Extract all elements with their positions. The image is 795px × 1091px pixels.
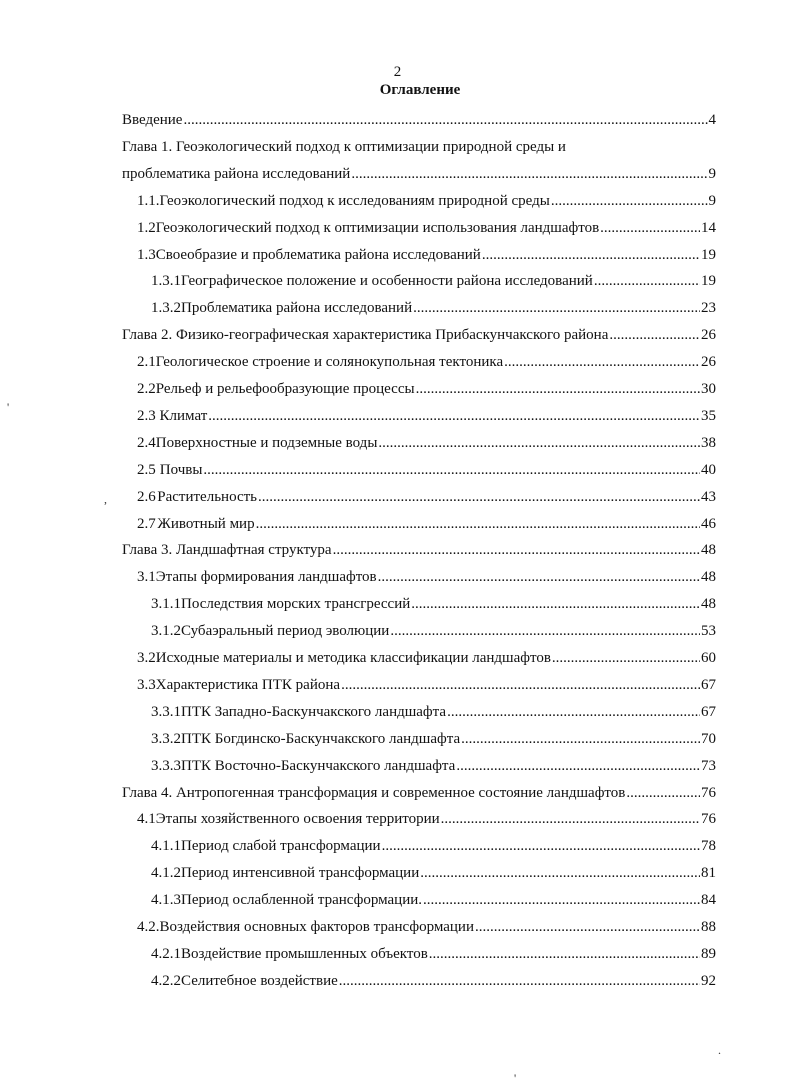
toc-section-entry[interactable]	[151, 753, 716, 779]
toc-section-entry[interactable]	[137, 188, 716, 214]
toc-page-number: 60	[701, 650, 716, 666]
toc-section-entry[interactable]	[137, 806, 716, 832]
toc-section-entry[interactable]	[137, 914, 716, 940]
toc-dot-leader	[333, 537, 700, 563]
toc-entry-title: Рельеф и рельефообразующие процессы	[155, 381, 415, 397]
toc-page-number: 76	[701, 811, 716, 828]
toc-chapter-entry[interactable]	[122, 107, 716, 133]
toc-entry-number: 4.2.	[137, 919, 160, 935]
toc-entry-number: 4.1.1	[151, 838, 181, 855]
scan-speck: ,	[104, 492, 107, 506]
toc-entry-number: 3.1.2	[151, 623, 181, 640]
toc-entry-title: Своеобразие и проблематика района исследований	[155, 246, 481, 263]
toc-dot-leader	[594, 268, 700, 294]
toc-chapter-entry[interactable]	[122, 322, 716, 348]
toc-page-number: 48	[701, 569, 716, 586]
toc-dot-leader	[552, 645, 700, 671]
toc-dot-leader	[378, 430, 700, 456]
toc-dot-leader	[447, 699, 700, 725]
toc-page-number: 14	[701, 219, 716, 236]
toc-entry-title: Растительность	[157, 488, 257, 505]
toc-dot-leader	[390, 618, 700, 644]
toc-dot-leader	[475, 914, 700, 940]
toc-entry-title: Период ослабленной трансформации.	[181, 892, 423, 909]
toc-dot-leader	[429, 941, 700, 967]
toc-entry-title: ПТК Западно-Баскунчакского ландшафта	[181, 703, 447, 720]
toc-page-number: 73	[701, 757, 716, 774]
toc-section-entry[interactable]	[151, 833, 716, 859]
toc-section-entry[interactable]	[151, 591, 716, 617]
toc-entry-number: 1.1.	[137, 192, 160, 209]
toc-entry-title: Период слабой трансформации	[181, 838, 381, 855]
toc-entry-title: Глава 3. Ландшафтная структура	[122, 542, 332, 559]
scan-speck: '	[514, 1071, 517, 1085]
toc-page-number: 9	[708, 165, 716, 182]
toc-entry-title: Животный мир	[157, 515, 255, 532]
toc-entry-title: Геоэкологический подход к оптимизации использования ландшафтов	[155, 219, 600, 236]
toc-page-number: 81	[701, 865, 716, 882]
toc-entry-title-line: Глава 1. Геоэкологический подход к оптимизации природной среды и	[122, 138, 566, 155]
toc-entry-number: 2.6	[137, 488, 156, 505]
toc-page-number: 78	[701, 838, 716, 855]
toc-entry-number: 4.2.1	[151, 945, 181, 962]
toc-dot-leader	[609, 322, 700, 348]
toc-dot-leader	[482, 242, 700, 268]
toc-entry-number: 1.3.2	[151, 300, 181, 317]
toc-entry-title: Последствия морских трансгрессий	[181, 596, 411, 613]
toc-entry-title: Введение	[122, 112, 183, 128]
toc-section-entry[interactable]	[137, 484, 716, 510]
toc-section-entry[interactable]	[137, 672, 716, 698]
toc-entry-number: 3.3	[137, 676, 156, 693]
toc-section-entry[interactable]	[151, 726, 716, 752]
toc-page-number: 53	[701, 623, 716, 640]
toc-entry-title: Селитебное воздействие	[181, 972, 338, 989]
toc-dot-leader	[339, 968, 700, 994]
toc-chapter-entry[interactable]	[122, 780, 716, 806]
toc-entry-title: Геологическое строение и солянокупольная тектоника	[155, 354, 504, 371]
toc-dot-leader	[461, 726, 700, 752]
toc-section-entry[interactable]	[137, 349, 716, 375]
toc-section-entry[interactable]	[151, 699, 716, 725]
toc-entry-title: Этапы хозяйственного освоения территории	[155, 811, 440, 828]
toc-dot-leader	[600, 215, 700, 241]
toc-entry-number: 4.1	[137, 811, 156, 828]
toc-dot-leader	[551, 188, 708, 214]
toc-entry-title: Поверхностные и подземные воды	[155, 434, 378, 451]
toc-entry-number: 3.2	[137, 650, 156, 666]
toc-entry-number: 3.1	[137, 569, 156, 586]
toc-page-number: 30	[701, 381, 716, 397]
toc-entry-title: Этапы формирования ландшафтов	[155, 569, 377, 586]
toc-section-entry[interactable]	[151, 860, 716, 886]
toc-page-number: 48	[701, 542, 716, 559]
toc-page-number: 26	[701, 354, 716, 371]
toc-entry-number: 4.1.2	[151, 865, 181, 882]
toc-entry-number: 4.1.3	[151, 892, 181, 909]
toc-section-entry[interactable]	[137, 564, 716, 590]
toc-entry-title: Исходные материалы и методика классификации ландшафтов	[155, 650, 551, 666]
toc-page-number: 67	[701, 703, 716, 720]
toc-entry-number: 2.5	[137, 461, 156, 478]
toc-entry-title: Географическое положение и особенности района исследований	[181, 273, 593, 290]
toc-page-number: 46	[701, 515, 716, 532]
toc-page-number: 38	[701, 434, 716, 451]
toc-page-number: 88	[701, 919, 716, 935]
toc-dot-leader	[411, 591, 700, 617]
scan-speck: '	[7, 400, 10, 414]
toc-dot-leader	[420, 860, 700, 886]
toc-entry-number: 3.1.1	[151, 596, 181, 613]
toc-entry-number: 1.2	[137, 219, 156, 236]
toc-dot-leader	[504, 349, 700, 375]
toc-page-number: 26	[701, 327, 716, 344]
toc-entry-title: Воздействие промышленных объектов	[181, 945, 428, 962]
toc-page-number: 4	[708, 112, 716, 128]
toc-entry-title: Характеристика ПТК района	[155, 676, 341, 693]
toc-page-number: 89	[701, 945, 716, 962]
toc-dot-leader	[258, 484, 700, 510]
toc-page-number: 43	[701, 488, 716, 505]
toc-page-number: 40	[701, 461, 716, 478]
toc-page-number: 23	[701, 300, 716, 317]
toc-page-number: 92	[701, 972, 716, 989]
toc-dot-leader	[456, 753, 700, 779]
toc-entry-title: Воздействия основных факторов трансформации	[159, 919, 474, 935]
toc-page-number: 70	[701, 730, 716, 747]
toc-dot-leader	[256, 511, 700, 537]
toc-section-entry[interactable]	[137, 430, 716, 456]
toc-chapter-entry[interactable]	[122, 161, 716, 187]
toc-section-entry[interactable]	[137, 645, 716, 671]
page-number: 2	[393, 64, 402, 80]
toc-dot-leader	[351, 161, 707, 187]
toc-dot-leader	[183, 107, 707, 133]
toc-title: Оглавление	[379, 82, 461, 98]
toc-entry-title: Субаэральный период эволюции	[181, 623, 390, 640]
toc-section-entry[interactable]	[151, 268, 716, 294]
toc-entry-title: Проблематика района исследований	[181, 300, 413, 317]
scan-speck: .	[718, 1043, 721, 1057]
toc-page-number: 67	[701, 676, 716, 693]
toc-chapter-entry[interactable]	[122, 537, 716, 563]
toc-entry-number: 2.3	[137, 407, 156, 424]
toc-section-entry[interactable]	[137, 242, 716, 268]
toc-page-number: 35	[701, 407, 716, 424]
toc-entry-number: 1.3	[137, 246, 156, 263]
toc-entry-title: Глава 2. Физико-географическая характеристика Прибаскунчакского района	[122, 327, 609, 344]
toc-entry-title: ПТК Восточно-Баскунчакского ландшафта	[181, 757, 456, 774]
toc-entry-title: проблематика района исследований	[122, 165, 351, 182]
toc-dot-leader	[441, 806, 700, 832]
toc-page-number: 84	[701, 892, 716, 909]
toc-entry-number: 2.1	[137, 354, 156, 371]
toc-entry-title: Глава 4. Антропогенная трансформация и современное состояние ландшафтов	[122, 784, 626, 801]
toc-section-entry[interactable]	[151, 968, 716, 994]
toc-entry-number: 2.2	[137, 381, 156, 397]
toc-section-entry[interactable]	[151, 887, 716, 913]
toc-dot-leader	[203, 457, 700, 483]
toc-entry-title: ПТК Богдинско-Баскунчакского ландшафта	[181, 730, 461, 747]
toc-entry-number: 1.3.1	[151, 273, 181, 290]
toc-page-number: 76	[701, 784, 716, 801]
toc-dot-leader	[208, 403, 700, 429]
toc-dot-leader	[378, 564, 700, 590]
toc-section-entry[interactable]	[151, 295, 716, 321]
toc-entry-title: Период интенсивной трансформации	[181, 865, 420, 882]
toc-entry-title: Климат	[159, 407, 208, 424]
toc-entry-number: 3.3.3	[151, 757, 181, 774]
toc-entry-number: 4.2.2	[151, 972, 181, 989]
toc-page-number: 48	[701, 596, 716, 613]
toc-section-entry[interactable]	[137, 511, 716, 537]
toc-section-entry[interactable]	[137, 457, 716, 483]
toc-dot-leader	[341, 672, 700, 698]
toc-page-number: 19	[701, 273, 716, 290]
toc-page-number: 9	[708, 192, 716, 209]
toc-entry-number: 3.3.1	[151, 703, 181, 720]
toc-entry-title: Геоэкологический подход к исследованиям природной среды	[159, 192, 550, 209]
toc-dot-leader	[382, 833, 700, 859]
toc-section-entry[interactable]	[137, 376, 716, 402]
toc-entry-number: 3.3.2	[151, 730, 181, 747]
toc-dot-leader	[626, 780, 700, 806]
toc-dot-leader	[423, 887, 700, 913]
toc-section-entry[interactable]	[151, 618, 716, 644]
toc-dot-leader	[416, 376, 700, 402]
toc-page-number: 19	[701, 246, 716, 263]
toc-dot-leader	[413, 295, 700, 321]
toc-section-entry[interactable]	[137, 215, 716, 241]
toc-entry-number: 2.7	[137, 515, 156, 532]
toc-entry-title: Почвы	[159, 461, 203, 478]
toc-section-entry[interactable]	[137, 403, 716, 429]
toc-section-entry[interactable]	[151, 941, 716, 967]
toc-entry-number: 2.4	[137, 434, 156, 451]
